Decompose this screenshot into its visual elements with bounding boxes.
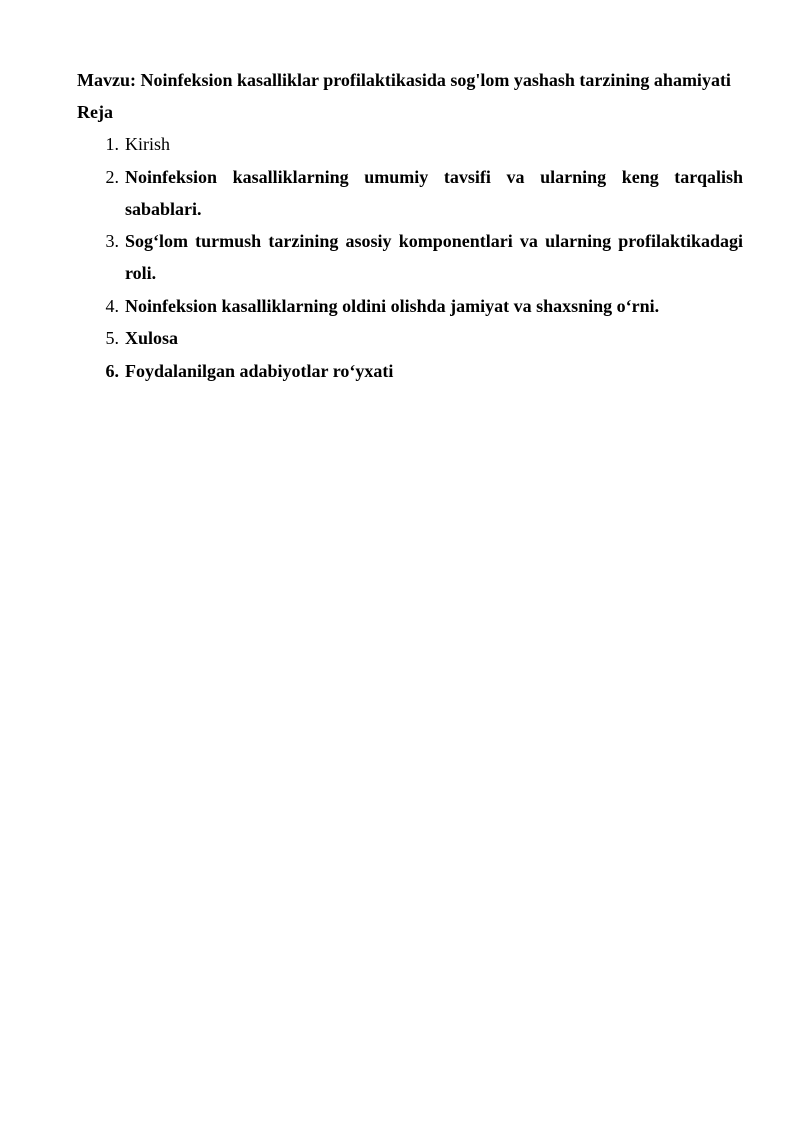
plan-item-number: 5.: [105, 328, 119, 348]
document-title: Mavzu: Noinfeksion kasalliklar profilaktikasida sog'lom yashash tarzining ahamiyati: [77, 70, 731, 90]
plan-item-3: [77, 225, 743, 289]
plan-item-text: Kirish: [125, 134, 170, 154]
plan-item-1: [77, 128, 743, 160]
plan-heading: Reja: [77, 102, 113, 122]
plan-item-text: Sog‘lom turmush tarzining asosiy komponentlari va ularning profilaktikadagi roli.: [125, 231, 743, 283]
plan-item-text: Xulosa: [125, 328, 179, 348]
plan-item-number: 6.: [105, 360, 119, 381]
plan-item-5: [77, 322, 743, 354]
plan-item-text: Foydalanilgan adabiyotlar ro‘yxati: [125, 360, 394, 381]
plan-item-number: 4.: [105, 295, 119, 316]
document-page: [77, 64, 743, 387]
plan-item-6: [77, 355, 743, 387]
plan-item-4: [77, 290, 743, 322]
plan-list: [77, 128, 743, 387]
plan-item-text: Noinfeksion kasalliklarning oldini olishda jamiyat va shaxsning o‘rni.: [125, 295, 660, 316]
plan-item-2: [77, 161, 743, 225]
plan-item-text: Noinfeksion kasalliklarning umumiy tavsifi va ularning keng tarqalish sabablari.: [125, 166, 743, 219]
plan-item-number: 2.: [105, 166, 119, 187]
plan-item-number: 3.: [105, 231, 119, 251]
plan-item-number: 1.: [105, 134, 119, 154]
